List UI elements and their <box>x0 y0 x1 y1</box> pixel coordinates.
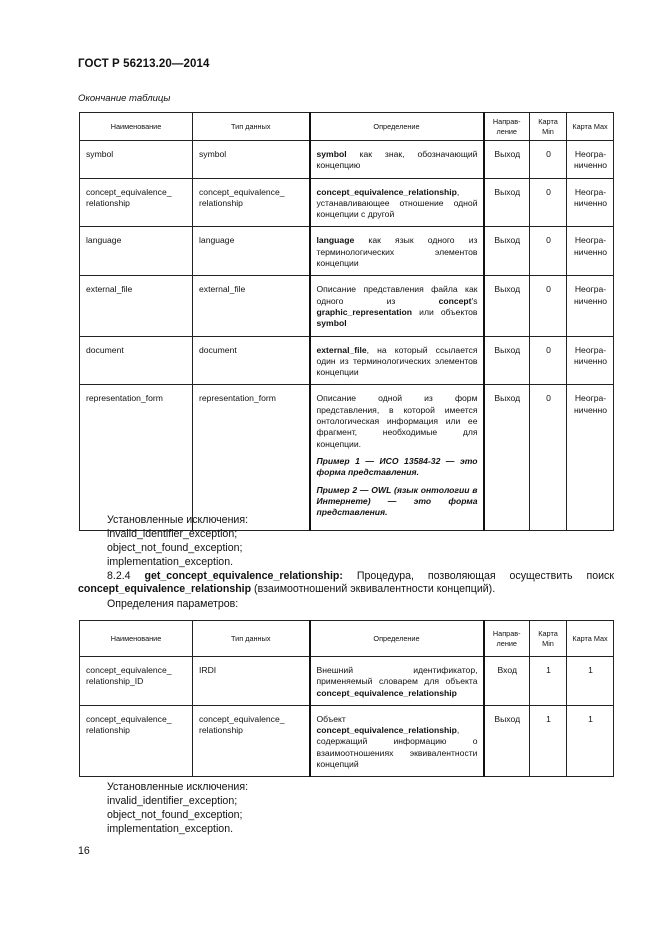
page-number: 16 <box>78 845 90 857</box>
def-term: language <box>316 235 355 246</box>
cell-type: language <box>193 227 310 276</box>
cell-type: concept_equivalence_ relationship <box>193 705 310 776</box>
cell-card-max: 1 <box>567 705 614 776</box>
def-term: external_file <box>316 344 367 355</box>
section-paragraph: 8.2.4 get_concept_equivalence_relationship: Процедура, позволяющая осуществить поиск concept_equivalence_relationship (взаимоотношений эквивалентности концепций). <box>78 570 614 596</box>
cell-direction: Выход <box>484 276 530 336</box>
def-term: concept_equivalence_relationship <box>316 687 457 698</box>
cell-direction: Выход <box>484 178 530 227</box>
col-header-direction: Направ-ление <box>484 113 530 141</box>
cell-type: document <box>193 336 310 385</box>
cell-definition: concept_equivalence_relationship, устанавливающее отношение одной концепции с другой <box>310 178 484 227</box>
exceptions-title: Установленные исключения: <box>107 781 249 793</box>
cell-card-max: Неогра-ниченно <box>567 276 614 336</box>
col-header-type: Тип данных <box>193 113 310 141</box>
col-header-card-max: Карта Max <box>567 113 614 141</box>
cell-definition <box>310 385 484 531</box>
cell-direction: Выход <box>484 141 530 179</box>
cell-name: representation_form <box>80 385 193 531</box>
cell-direction: Выход <box>484 705 530 776</box>
definition-text: Описание одной из форм представления, в которой имеется онтологическая информация или ее фрагмент, необходимые для концепции. <box>316 393 478 449</box>
col-header-definition: Определение <box>310 621 484 657</box>
cell-definition: Описание представления файла как одного из concept's graphic_representation или объектов symbol <box>310 276 484 336</box>
table-row <box>80 657 614 706</box>
exception-item: object_not_found_exception; <box>107 542 243 554</box>
cell-definition: Объект concept_equivalence_relationship, содержащий информацию о взаимоотношениях эквивалентности концепций <box>310 705 484 776</box>
table-row <box>80 178 614 227</box>
def-term: graphic_representation <box>316 306 413 317</box>
params-title: Определения параметров: <box>107 598 239 610</box>
cell-card-max: 1 <box>567 657 614 706</box>
table-row <box>80 276 614 336</box>
def-term: symbol <box>316 318 347 329</box>
col-header-card-min: Карта Min <box>530 621 567 657</box>
cell-card-max: Неогра-ниченно <box>567 178 614 227</box>
cell-name: concept_equivalence_ relationship <box>80 705 193 776</box>
parameters-table <box>79 620 614 777</box>
cell-card-min: 0 <box>530 385 567 531</box>
cell-definition: Внешний идентификатор, применяемый словарем для объекта concept_equivalence_relationship <box>310 657 484 706</box>
table-row <box>80 227 614 276</box>
cell-card-min: 0 <box>530 227 567 276</box>
cell-name: external_file <box>80 276 193 336</box>
table-row <box>80 385 614 531</box>
section-number: 8.2.4 <box>107 570 131 582</box>
example-2: Пример 2 — OWL (язык онтологии в Интернете) — это форма представления. <box>316 484 478 518</box>
parameters-table-continued <box>79 112 614 531</box>
table-row <box>80 336 614 385</box>
table-caption: Окончание таблицы <box>78 93 171 104</box>
cell-name: language <box>80 227 193 276</box>
table-row <box>80 705 614 776</box>
table-header-row <box>80 113 614 141</box>
cell-name: symbol <box>80 141 193 179</box>
cell-direction: Выход <box>484 336 530 385</box>
col-header-direction: Направ-ление <box>484 621 530 657</box>
cell-card-min: 0 <box>530 336 567 385</box>
cell-definition: symbol как знак, обозначающий концепцию <box>310 141 484 179</box>
cell-card-min: 0 <box>530 276 567 336</box>
cell-type: symbol <box>193 141 310 179</box>
cell-type: IRDI <box>193 657 310 706</box>
exception-item: implementation_exception. <box>107 823 234 835</box>
cell-type: concept_equivalence_ relationship <box>193 178 310 227</box>
cell-card-min: 1 <box>530 705 567 776</box>
exception-item: invalid_identifier_exception; <box>107 528 238 540</box>
cell-direction: Выход <box>484 385 530 531</box>
cell-definition: language как язык одного из терминологических элементов концепции <box>310 227 484 276</box>
procedure-name: get_concept_equivalence_relationship: <box>144 570 343 582</box>
col-header-card-max: Карта Max <box>567 621 614 657</box>
def-term: concept_equivalence_relationship <box>316 725 457 736</box>
exception-item: implementation_exception. <box>107 556 234 568</box>
cell-card-max: Неогра-ниченно <box>567 227 614 276</box>
cell-card-max: Неогра-ниченно <box>567 336 614 385</box>
col-header-name: Наименование <box>80 621 193 657</box>
col-header-definition: Определение <box>310 113 484 141</box>
exception-item: object_not_found_exception; <box>107 809 243 821</box>
document-header: ГОСТ Р 56213.20—2014 <box>78 58 210 70</box>
cell-name: concept_equivalence_ relationship_ID <box>80 657 193 706</box>
cell-type: representation_form <box>193 385 310 531</box>
cell-card-min: 0 <box>530 141 567 179</box>
cell-type: external_file <box>193 276 310 336</box>
col-header-card-min: Карта Min <box>530 113 567 141</box>
col-header-type: Тип данных <box>193 621 310 657</box>
def-term: concept_equivalence_relationship <box>316 186 457 197</box>
cell-direction: Вход <box>484 657 530 706</box>
def-term: concept <box>438 295 472 306</box>
cell-name: document <box>80 336 193 385</box>
cell-card-min: 0 <box>530 178 567 227</box>
cell-definition: external_file, на который ссылается один из терминологических элементов концепции <box>310 336 484 385</box>
cell-card-max: Неогра-ниченно <box>567 385 614 531</box>
table-row <box>80 141 614 179</box>
cell-card-max: Неогра-ниченно <box>567 141 614 179</box>
def-term: symbol <box>316 149 347 159</box>
col-header-name: Наименование <box>80 113 193 141</box>
exception-item: invalid_identifier_exception; <box>107 795 238 807</box>
exceptions-title: Установленные исключения: <box>107 514 249 526</box>
cell-direction: Выход <box>484 227 530 276</box>
table-header-row <box>80 621 614 657</box>
cell-card-min: 1 <box>530 657 567 706</box>
cell-name: concept_equivalence_ relationship <box>80 178 193 227</box>
example-1: Пример 1 — ИСО 13584-32 — это форма представления. <box>316 455 478 478</box>
